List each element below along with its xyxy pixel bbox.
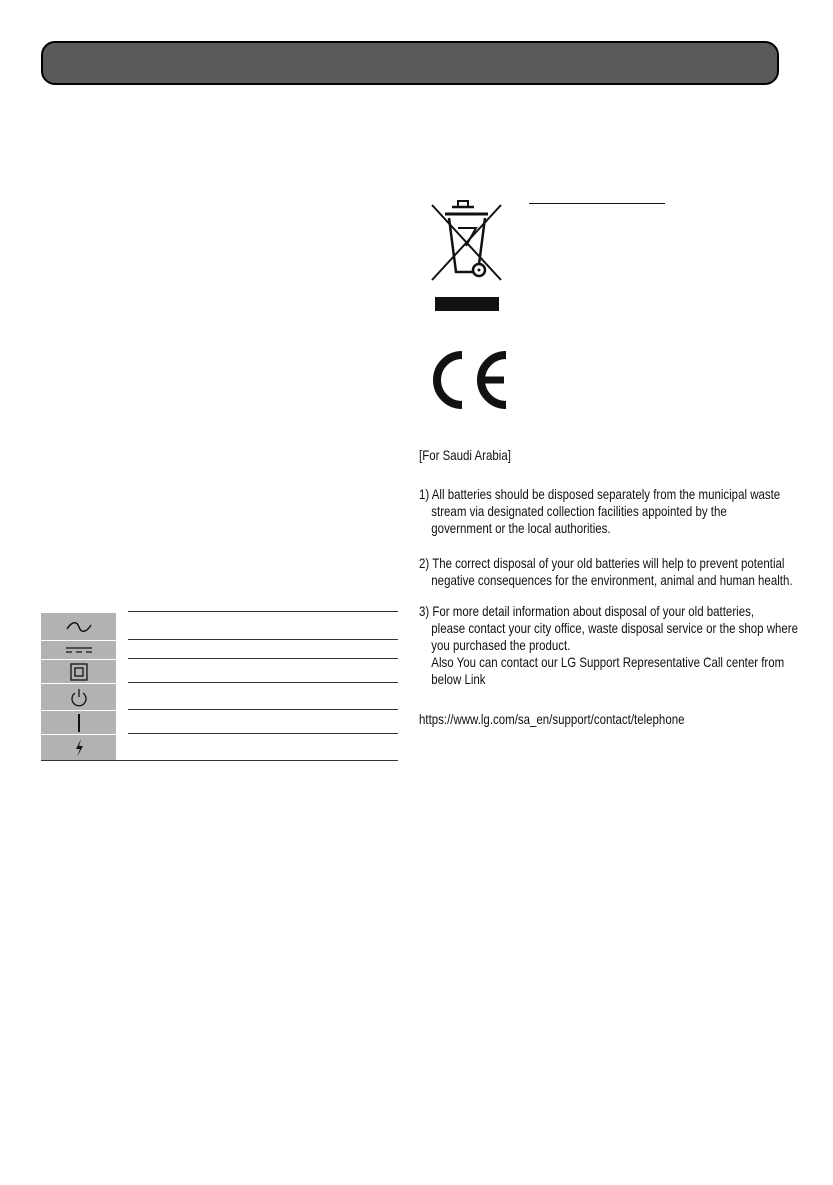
table-row <box>41 640 398 659</box>
ce-mark-icon <box>432 350 512 410</box>
item1-line3: government or the local authorities. <box>431 520 611 536</box>
item3-line4: Also You can contact our LG Support Representative Call center from <box>431 654 785 670</box>
symbol-description <box>128 710 398 734</box>
battery-disposal-item-2 <box>419 555 793 589</box>
item3-line2: please contact your city office, waste disposal service or the shop where <box>431 620 799 636</box>
symbol-description <box>128 659 398 683</box>
class-ii-square-icon <box>41 659 116 683</box>
item3-line3: you purchased the product. <box>431 637 571 653</box>
table-bottom-rule <box>41 760 398 761</box>
weee-title-underline <box>529 203 665 204</box>
hazardous-voltage-icon <box>41 734 116 760</box>
item3-line1: 3) For more detail information about disposal of your old batteries, <box>419 603 755 619</box>
section-header-bar <box>41 41 779 85</box>
lg-support-link[interactable]: https://www.lg.com/sa_en/support/contact/telephone <box>419 711 685 727</box>
table-row <box>41 734 398 760</box>
saudi-heading: [For Saudi Arabia] <box>419 447 511 463</box>
item2-line2: negative consequences for the environment, animal and human health. <box>431 572 793 588</box>
table-row <box>41 659 398 683</box>
table-row <box>41 683 398 710</box>
power-on-line-icon <box>41 710 116 734</box>
table-row <box>41 612 398 640</box>
item1-line1: 1) All batteries should be disposed separately from the municipal waste <box>419 486 781 502</box>
item1-line2: stream via designated collection facilities appointed by the <box>431 503 727 519</box>
crossed-out-bin-icon <box>430 196 504 312</box>
battery-disposal-item-1 <box>419 486 780 537</box>
symbol-table <box>41 611 398 761</box>
symbol-description <box>128 683 398 710</box>
table-row <box>41 710 398 734</box>
item3-line5: below Link <box>431 671 486 687</box>
symbol-description <box>128 612 398 640</box>
symbol-description <box>128 640 398 659</box>
symbol-description <box>128 734 398 760</box>
standby-power-icon <box>41 683 116 710</box>
ac-tilde-icon <box>41 612 116 640</box>
item2-line1: 2) The correct disposal of your old batteries will help to prevent potential <box>419 555 785 571</box>
dc-dashed-icon <box>41 640 116 659</box>
battery-disposal-item-3 <box>419 603 798 688</box>
